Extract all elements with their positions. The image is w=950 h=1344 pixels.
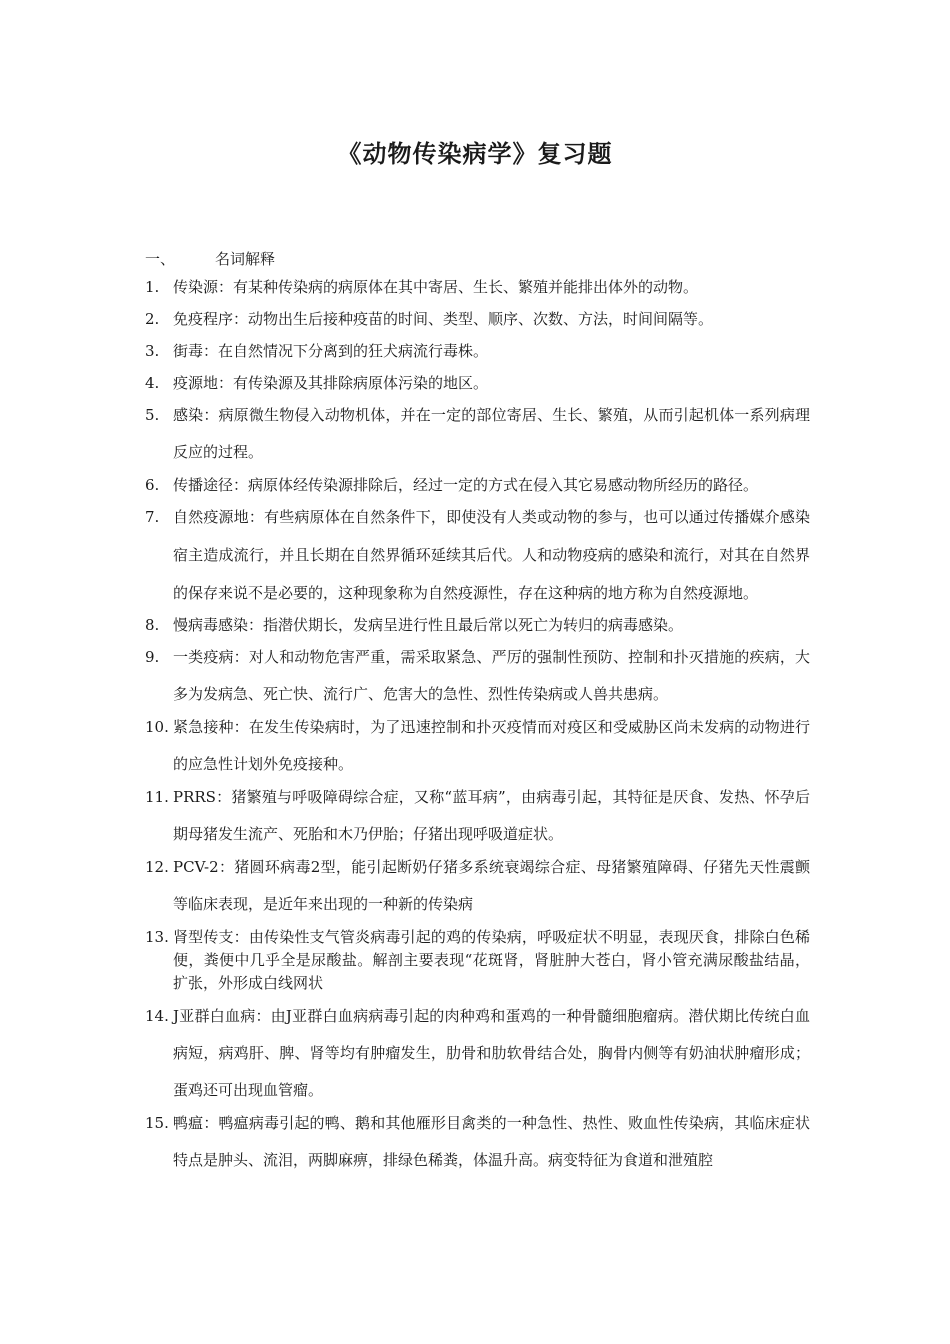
item-number: 5. [145, 406, 160, 424]
list-item [145, 849, 810, 923]
list-item [145, 474, 810, 496]
document-title: 《动物传染病学》复习题 [337, 140, 613, 168]
list-item [145, 709, 810, 783]
section-heading [145, 248, 275, 269]
list-item [145, 926, 810, 995]
item-text: PRRS：猪繁殖与呼吸障碍综合症，又称“蓝耳病”，由病毒引起，其特征是厌食、发热、怀孕后期母猪发生流产、死胎和木乃伊胎；仔猪出现呼吸道症状。 [173, 788, 810, 843]
item-number: 8. [145, 616, 160, 634]
item-number: 13. [145, 928, 169, 946]
item-number: 2. [145, 310, 160, 328]
list-item [145, 340, 810, 362]
list-item [145, 779, 810, 853]
item-number: 9. [145, 648, 160, 666]
item-number: 3. [145, 342, 160, 360]
item-text: 慢病毒感染：指潜伏期长，发病呈进行性且最后常以死亡为转归的病毒感染。 [173, 616, 684, 634]
item-text: 自然疫源地：有些病原体在自然条件下，即使没有人类或动物的参与，也可以通过传播媒介感染宿主造成流行，并且长期在自然界循环延续其后代。人和动物疫病的感染和流行，对其在自然界的保存来说不是必要的，这种现象称为自然疫源性，存在这种病的地方称为自然疫源地。 [173, 508, 810, 602]
item-number: 15. [145, 1114, 169, 1132]
item-number: 10. [145, 718, 169, 736]
list-item [145, 1105, 810, 1179]
item-number: 12. [145, 858, 169, 876]
item-text: J亚群白血病：由J亚群白血病病毒引起的肉种鸡和蛋鸡的一种骨髓细胞瘤病。潜伏期比传统白血病短，病鸡肝、脾、肾等均有肿瘤发生，肋骨和肋软骨结合处，胸骨内侧等有奶油状肿瘤形成；蛋鸡还可出现血管瘤。 [173, 1007, 810, 1099]
item-text: 街毒：在自然情况下分离到的狂犬病流行毒株。 [173, 342, 489, 360]
item-number: 6. [145, 476, 160, 494]
list-item [145, 397, 810, 471]
item-number: 11. [145, 788, 169, 806]
list-item [145, 498, 810, 612]
item-text: 传染源：有某种传染病的病原体在其中寄居、生长、繁殖并能排出体外的动物。 [173, 278, 699, 296]
list-item [145, 998, 810, 1109]
item-text: 疫源地：有传染源及其排除病原体污染的地区。 [173, 374, 489, 392]
list-item [145, 276, 810, 298]
item-number: 4. [145, 374, 160, 392]
list-item [145, 614, 810, 636]
list-item [145, 639, 810, 713]
item-text: 免疫程序：动物出生后接种疫苗的时间、类型、顺序、次数、方法，时间间隔等。 [173, 310, 714, 328]
item-text: 感染：病原微生物侵入动物机体，并在一定的部位寄居、生长、繁殖，从而引起机体一系列病理反应的过程。 [173, 406, 810, 461]
item-text: 传播途径：病原体经传染源排除后，经过一定的方式在侵入其它易感动物所经历的路径。 [173, 476, 759, 494]
item-number: 7. [145, 508, 160, 526]
item-text: 肾型传支：由传染性支气管炎病毒引起的鸡的传染病，呼吸症状不明显，表现厌食，排除白色稀便，粪便中几乎全是尿酸盐。解剖主要表现“花斑肾，肾脏肿大苍白，肾小管充满尿酸盐结晶，扩张，外形成白线网状 [173, 928, 810, 992]
list-item [145, 372, 810, 394]
section-title: 名词解释 [215, 250, 276, 268]
list-item [145, 308, 810, 330]
item-number: 14. [145, 1007, 169, 1025]
definition-list [145, 276, 810, 1182]
section-number: 一、 [145, 250, 176, 268]
item-number: 1. [145, 278, 160, 296]
item-text: 紧急接种：在发生传染病时，为了迅速控制和扑灭疫情而对疫区和受威胁区尚未发病的动物进行的应急性计划外免疫接种。 [173, 718, 810, 773]
item-text: 一类疫病：对人和动物危害严重，需采取紧急、严厉的强制性预防、控制和扑灭措施的疾病，大多为发病急、死亡快、流行广、危害大的急性、烈性传染病或人兽共患病。 [173, 648, 810, 703]
item-text: PCV-2：猪圆环病毒2型，能引起断奶仔猪多系统衰竭综合症、母猪繁殖障碍、仔猪先天性震颤等临床表现，是近年来出现的一种新的传染病 [173, 858, 810, 913]
item-text: 鸭瘟：鸭瘟病毒引起的鸭、鹅和其他雁形目禽类的一种急性、热性、败血性传染病，其临床症状特点是肿头、流泪，两脚麻痹，排绿色稀粪，体温升高。病变特征为食道和泄殖腔 [173, 1114, 810, 1169]
